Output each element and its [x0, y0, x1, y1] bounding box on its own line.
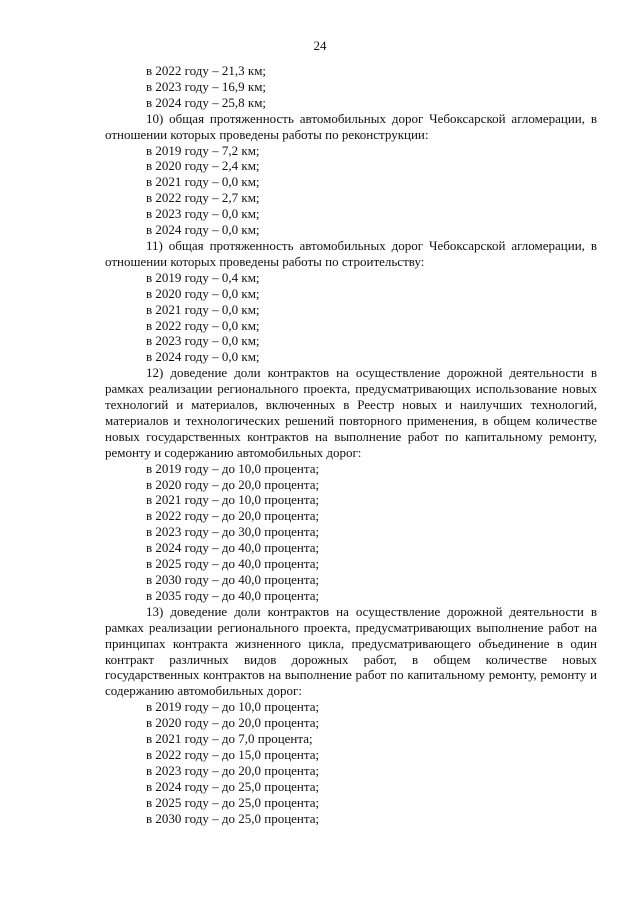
list-item: в 2021 году – до 10,0 процента; — [146, 492, 320, 508]
list-item: в 2020 году – до 20,0 процента; — [146, 715, 320, 731]
list-item: в 2021 году – до 7,0 процента; — [146, 731, 313, 747]
list-item: в 2030 году – до 25,0 процента; — [146, 810, 320, 826]
list-item: в 2023 году – 16,9 км; — [146, 78, 267, 94]
paragraph: 13) доведение доли контрактов на осуществление дорожной деятельности в рамках реализации регионального проекта, предусматривающих выполнение работ на принципах контракта жизненного цикла, предусматривающего объединение в один контракт различных видов дорожных работ, в общем количестве новых государственных контрактов на выполнение работ по капитальному ремонту, ремонту и содержанию автомобильных дорог: — [105, 603, 597, 699]
page-number: 24 — [313, 38, 327, 53]
list-item: в 2019 году – до 10,0 процента; — [146, 699, 320, 715]
list-item: в 2025 году – до 40,0 процента; — [146, 556, 320, 572]
list-item: в 2030 году – до 40,0 процента; — [146, 572, 320, 587]
list-item: в 2025 году – до 25,0 процента; — [146, 794, 320, 810]
list-item: в 2023 году – 0,0 км; — [146, 333, 260, 349]
list-item: в 2024 году – до 40,0 процента; — [146, 540, 320, 556]
list-item: в 2024 году – 25,8 км; — [146, 94, 267, 110]
list-item: в 2024 году – 0,0 км; — [146, 222, 260, 238]
list-item: в 2021 году – 0,0 км; — [146, 174, 260, 190]
list-item: в 2022 году – 2,7 км; — [146, 190, 260, 206]
list-item: в 2020 году – 2,4 км; — [146, 158, 260, 174]
list-item: в 2024 году – 0,0 км; — [146, 349, 260, 365]
paragraph: 12) доведение доли контрактов на осуществление дорожной деятельности в рамках реализации регионального проекта, предусматривающих использование новых технологий и материалов, включенных в Реестр новых и наилучших технологий, материалов и технологических решений повторного применения, в общем количестве новых государственных контрактов на выполнение работ по капитальному ремонту, ремонту и содержанию автомобильных дорог: — [105, 365, 597, 460]
list-item: в 2021 году – 0,0 км; — [146, 301, 260, 317]
list-item: в 2019 году – 0,4 км; — [146, 269, 260, 285]
list-item: в 2019 году – до 10,0 процента; — [146, 460, 320, 476]
list-item: в 2023 году – до 20,0 процента; — [146, 762, 320, 778]
list-item: в 2022 году – до 15,0 процента; — [146, 746, 320, 762]
list-item: в 2023 году – до 30,0 процента; — [146, 524, 320, 540]
list-item: в 2022 году – 21,3 км; — [146, 63, 267, 78]
list-item: в 2035 году – до 40,0 процента; — [146, 587, 320, 603]
document-body — [105, 63, 597, 827]
list-item: в 2020 году – до 20,0 процента; — [146, 476, 320, 492]
list-item: в 2022 году – до 20,0 процента; — [146, 508, 320, 524]
list-item: в 2019 году – 7,2 км; — [146, 142, 260, 158]
paragraph: 11) общая протяженность автомобильных дорог Чебоксарской агломерации, в отношении которых проведены работы по строительству: — [105, 237, 597, 269]
paragraph: 10) общая протяженность автомобильных дорог Чебоксарской агломерации, в отношении которых проведены работы по реконструкции: — [105, 110, 597, 142]
list-item: в 2022 году – 0,0 км; — [146, 317, 260, 333]
list-item: в 2023 году – 0,0 км; — [146, 206, 260, 222]
list-item: в 2024 году – до 25,0 процента; — [146, 778, 320, 794]
list-item: в 2020 году – 0,0 км; — [146, 285, 260, 301]
